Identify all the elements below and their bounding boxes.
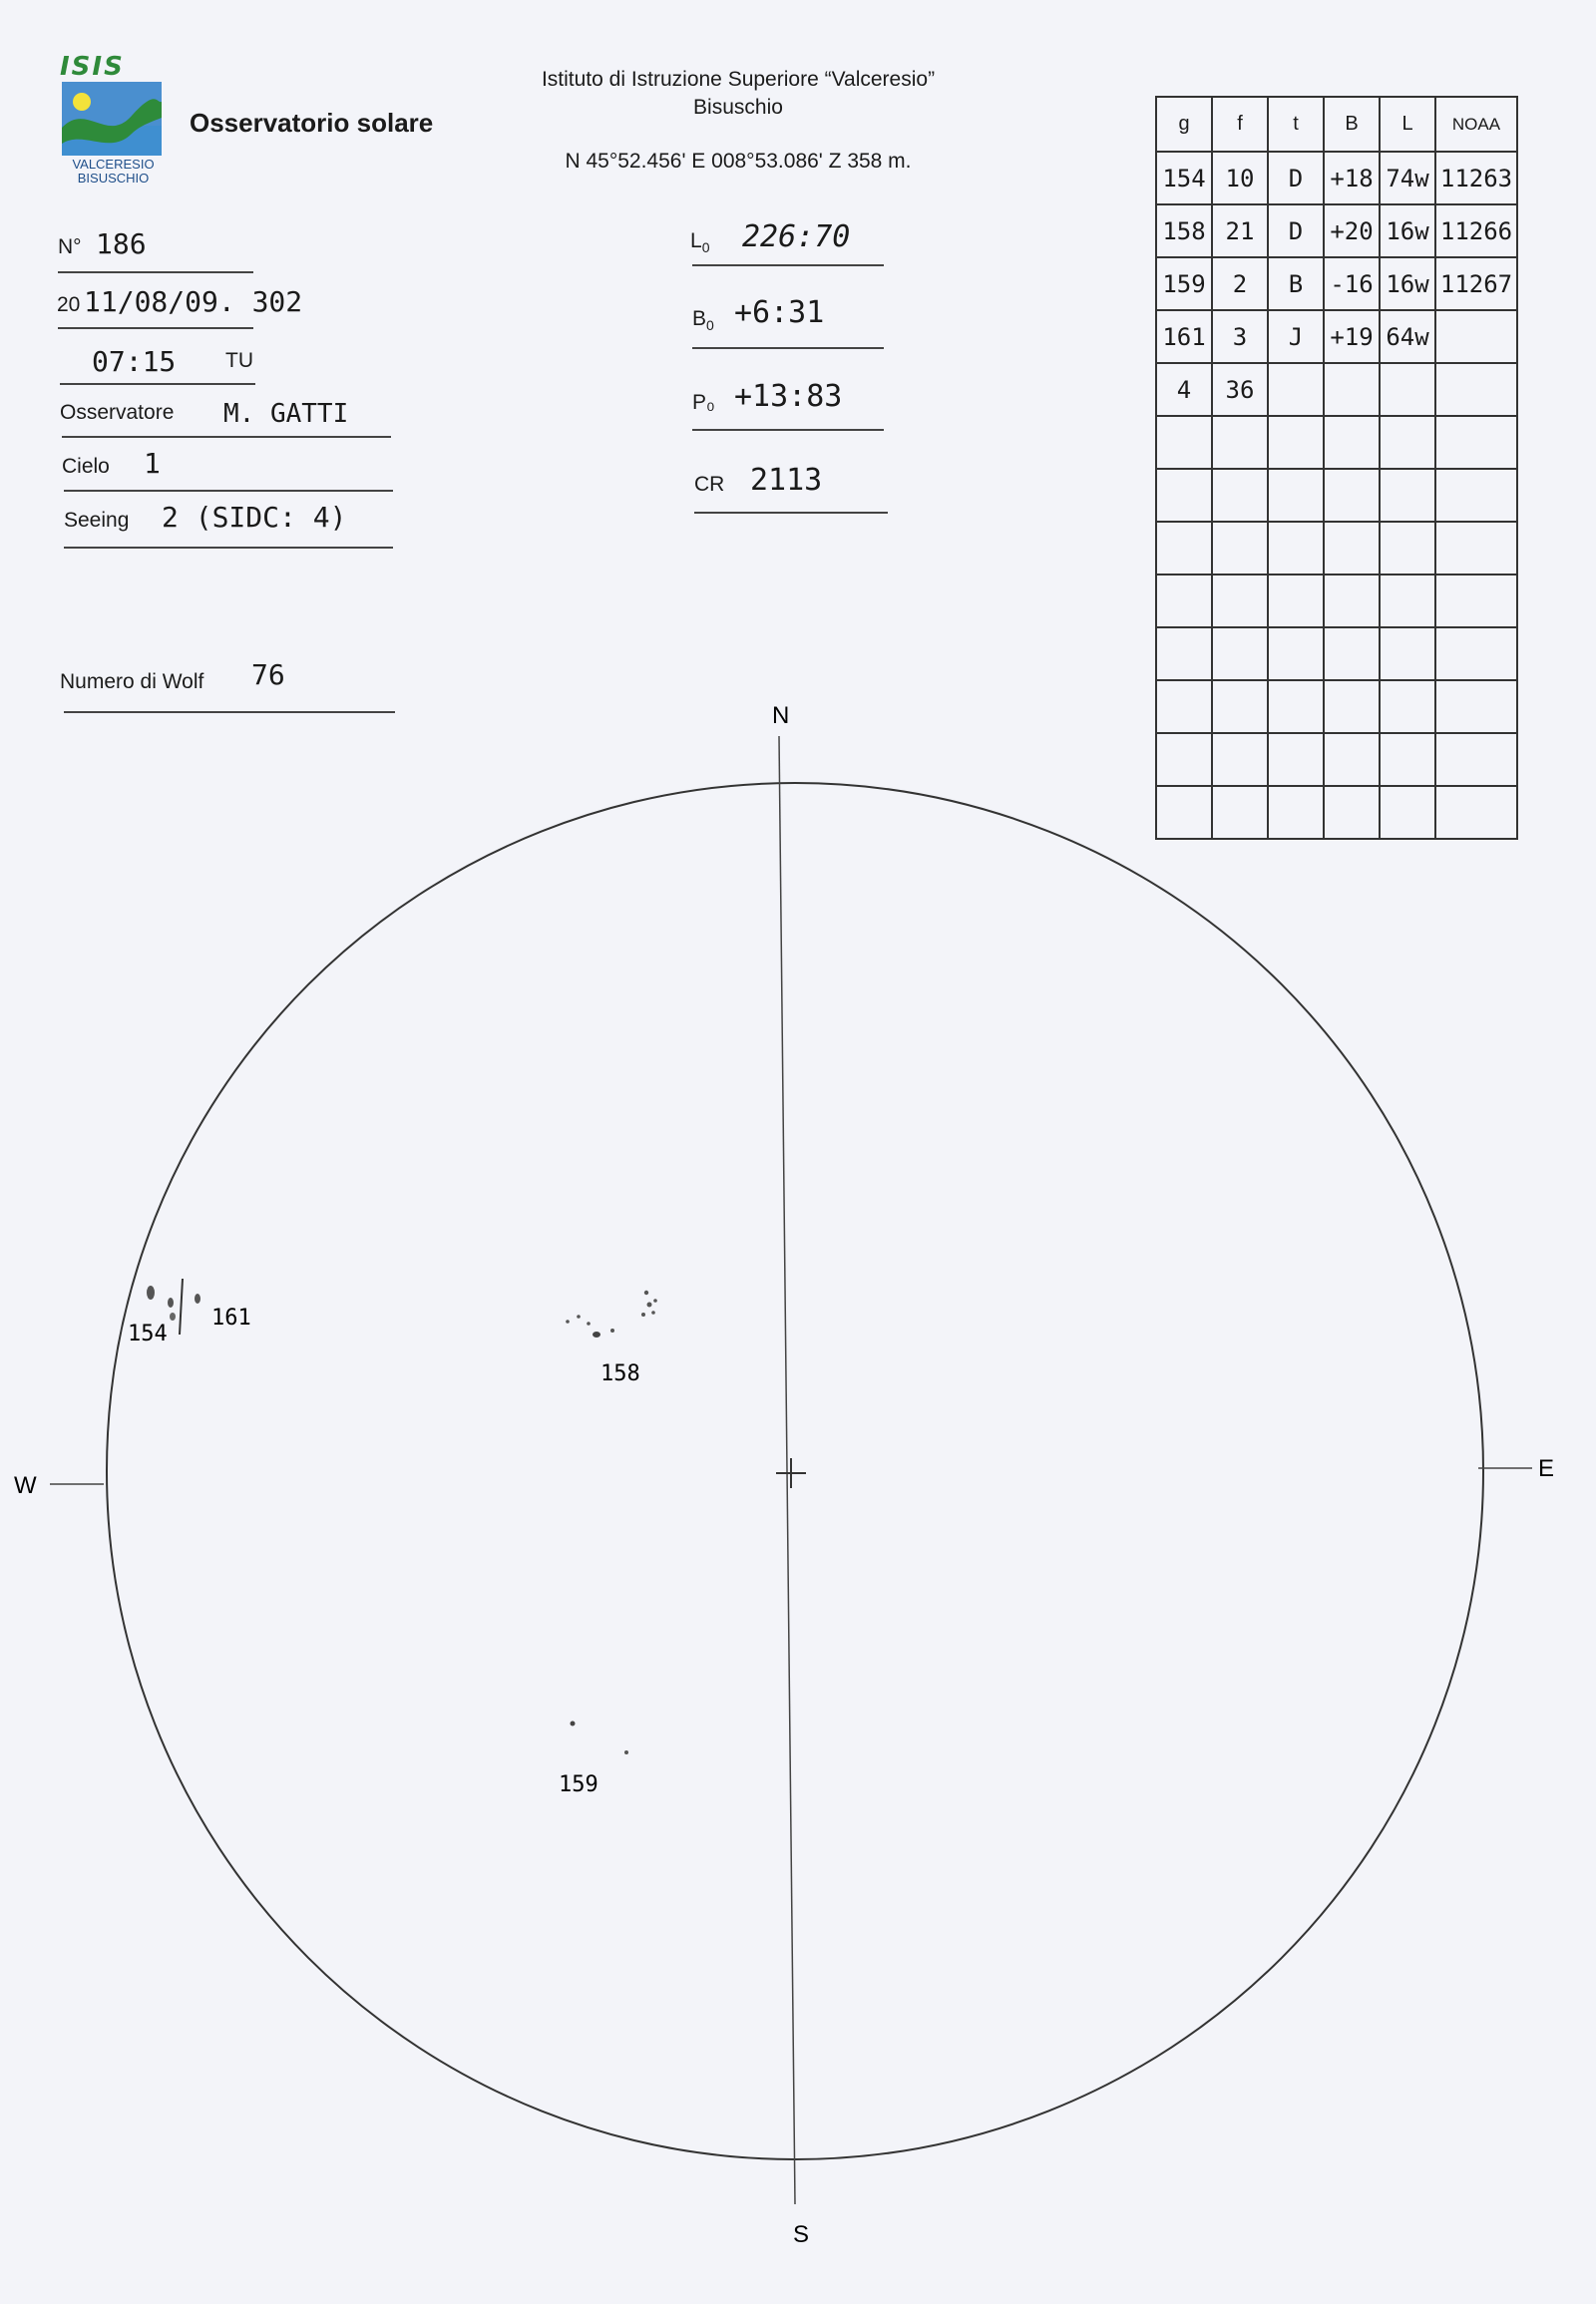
column-header-noaa: NOAA: [1435, 97, 1517, 152]
solar-disk-outline: [107, 783, 1483, 2159]
seeing-label: Seeing: [64, 509, 130, 532]
table-cell-g: 159: [1156, 257, 1212, 310]
table-cell-l: 16w: [1380, 257, 1435, 310]
table-cell-g: 161: [1156, 310, 1212, 363]
group-label-158: 158: [600, 1361, 640, 1386]
group-label-161: 161: [211, 1306, 251, 1331]
p0-value: +13:83: [734, 379, 843, 414]
table-cell-f: 2: [1212, 257, 1268, 310]
seeing-value: 2 (SIDC: 4): [162, 501, 347, 534]
table-cell-g: 4: [1156, 363, 1212, 416]
table-cell-b: +18: [1324, 152, 1380, 204]
station-coordinates: N 45°52.456' E 008°53.086' Z 358 m.: [565, 150, 912, 173]
institute-line-1: Istituto di Istruzione Superiore “Valceresio”: [541, 68, 936, 91]
table-cell-b: +19: [1324, 310, 1380, 363]
l0-subscript: 0: [701, 239, 710, 256]
number-value: 186: [96, 227, 147, 260]
group-label-154: 154: [128, 1322, 168, 1346]
column-header-f: f: [1212, 97, 1268, 152]
east-label: E: [1538, 1455, 1555, 1482]
table-cell-t: D: [1268, 152, 1324, 204]
logo-subtitle-line-2: BISUSCHIO: [77, 171, 150, 186]
p0-label: P₀: [692, 391, 715, 414]
table-cell-b: +20: [1324, 204, 1380, 257]
table-cell-l: 74w: [1380, 152, 1435, 204]
group-separator-line: [180, 1279, 183, 1335]
l0-letter: L: [690, 229, 702, 252]
table-cell-f: 21: [1212, 204, 1268, 257]
north-south-axis: [779, 736, 795, 2204]
table-cell-f: 10: [1212, 152, 1268, 204]
sunspot-group-161: [195, 1294, 200, 1304]
b0-subscript: 0: [706, 317, 714, 334]
west-label: W: [14, 1472, 37, 1499]
b0-letter: B: [692, 307, 707, 330]
observer-value: M. GATTI: [223, 399, 349, 429]
page-title: Osservatorio solare: [190, 108, 434, 138]
sunspot-group-154: [147, 1286, 176, 1321]
cr-value: 2113: [750, 463, 823, 498]
north-label: N: [772, 702, 790, 729]
logo-subtitle-line-1: VALCERESIO: [72, 157, 155, 172]
l0-value: 226:70: [742, 219, 851, 254]
table-cell-f: 36: [1212, 363, 1268, 416]
table-cell-t: B: [1268, 257, 1324, 310]
table-cell-l: 64w: [1380, 310, 1435, 363]
date-prefix: 20: [57, 293, 81, 316]
table-cell-g: 158: [1156, 204, 1212, 257]
column-header-t: t: [1268, 97, 1324, 152]
logo-text: ISIS: [60, 52, 125, 82]
b0-value: +6:31: [734, 295, 825, 330]
column-header-b: B: [1324, 97, 1380, 152]
table-cell-t: D: [1268, 204, 1324, 257]
table-cell-l: 16w: [1380, 204, 1435, 257]
wolf-number-label: Numero di Wolf: [60, 670, 204, 693]
sunspot-group-158: [566, 1291, 657, 1338]
table-cell-b: -16: [1324, 257, 1380, 310]
table-cell-noaa: 11267: [1435, 257, 1517, 310]
cr-label: CR: [694, 473, 725, 496]
time-unit: TU: [225, 349, 253, 372]
sunspot-group-159: [571, 1722, 629, 1755]
date-value: 11/08/09. 302: [84, 285, 303, 318]
observer-label: Osservatore: [60, 401, 175, 424]
column-header-l: L: [1380, 97, 1435, 152]
table-cell-g: 154: [1156, 152, 1212, 204]
column-header-g: g: [1156, 97, 1212, 152]
south-label: S: [793, 2221, 810, 2248]
group-label-159: 159: [559, 1772, 598, 1797]
time-value: 07:15: [92, 345, 177, 378]
table-cell-noaa: 11266: [1435, 204, 1517, 257]
table-cell-f: 3: [1212, 310, 1268, 363]
sky-value: 1: [144, 447, 161, 480]
table-cell-t: J: [1268, 310, 1324, 363]
institute-line-2: Bisuschio: [693, 96, 783, 119]
number-label: N°: [58, 235, 82, 258]
wolf-number-value: 76: [251, 658, 285, 691]
sky-label: Cielo: [62, 455, 110, 478]
table-cell-noaa: 11263: [1435, 152, 1517, 204]
